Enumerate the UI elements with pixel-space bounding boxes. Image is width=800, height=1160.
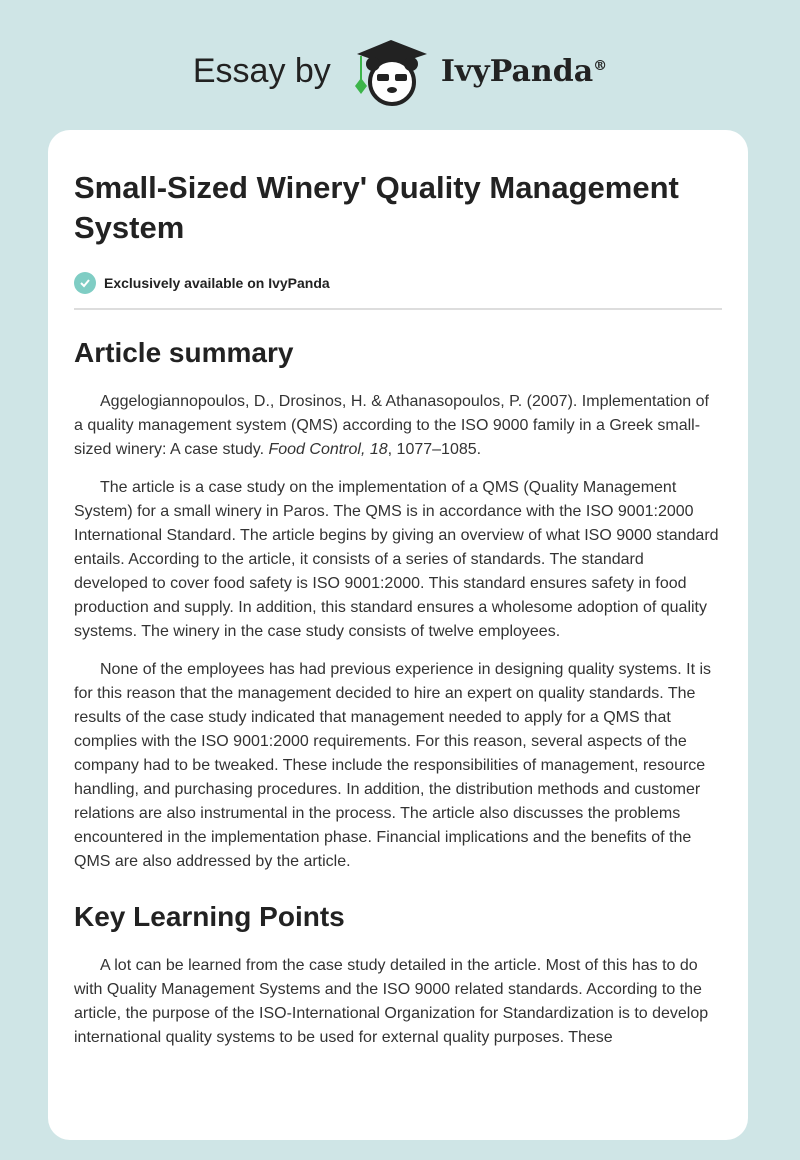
check-icon bbox=[74, 272, 96, 294]
panda-logo-icon bbox=[347, 36, 429, 106]
brand-name bbox=[441, 54, 607, 89]
citation-paragraph bbox=[74, 390, 722, 462]
exclusive-badge bbox=[74, 272, 722, 294]
essay-by-label: Essay by bbox=[192, 51, 331, 90]
paragraph: A lot can be learned from the case study detailed in the article. Most of this has to do with Quality Management Systems and the ISO 9000 related standards. According to the article, the purpose of the ISO-International Organization for Standardization is to develop international quality systems to be used for external quality purposes. These bbox=[74, 957, 709, 1046]
citation-text: Aggelogiannopoulos, D., Drosinos, H. & Athanasopoulos, P. (2007). Implementation of a quality management system (QMS) according to the ISO 9000 family in a Greek small-sized winery: A case study. bbox=[74, 393, 709, 458]
paragraph: None of the employees has had previous experience in designing quality systems. It is for this reason that the management decided to hire an expert on quality standards. The results of the case study indicated that management needed to apply for a QMS that complies with the ISO 9001:2000 requirements. For this reason, several aspects of the company had to be tweaked. These include the responsibilities of management, resource handling, and purchasing procedures. In addition, the distribution methods and customer relations are also instrumental in the process. The article also discusses the problems encountered in the implementation phase. Financial implications and the benefits of the QMS are also addressed by the article. bbox=[74, 661, 712, 870]
citation-journal: Food Control, 18 bbox=[268, 441, 388, 458]
brand-text: IvyPanda bbox=[440, 53, 594, 89]
article-card bbox=[48, 130, 748, 1140]
section-heading: Key Learning Points bbox=[74, 901, 345, 932]
paragraph: The article is a case study on the implementation of a QMS (Quality Management System) for a small winery in Paros. The QMS is in accordance with the ISO 9001:2000 International Standard. The article begins by giving an overview of what ISO 9000 standard entails. According to the article, it consists of a series of standards. The standard developed to cover food safety is ISO 9001:2000. This standard ensures safety in food production and supply. In addition, this standard ensures a wholesome adoption of quality systems. The winery in the case study consists of twelve employees. bbox=[74, 479, 719, 640]
site-logo[interactable] bbox=[0, 36, 800, 106]
page-title: Small-Sized Winery' Quality Management System bbox=[74, 170, 679, 245]
registered-mark: ® bbox=[593, 57, 608, 74]
divider bbox=[74, 308, 722, 310]
section-heading: Article summary bbox=[74, 337, 294, 368]
badge-label: Exclusively available on IvyPanda bbox=[104, 275, 330, 291]
citation-pages: , 1077–1085. bbox=[387, 441, 482, 458]
